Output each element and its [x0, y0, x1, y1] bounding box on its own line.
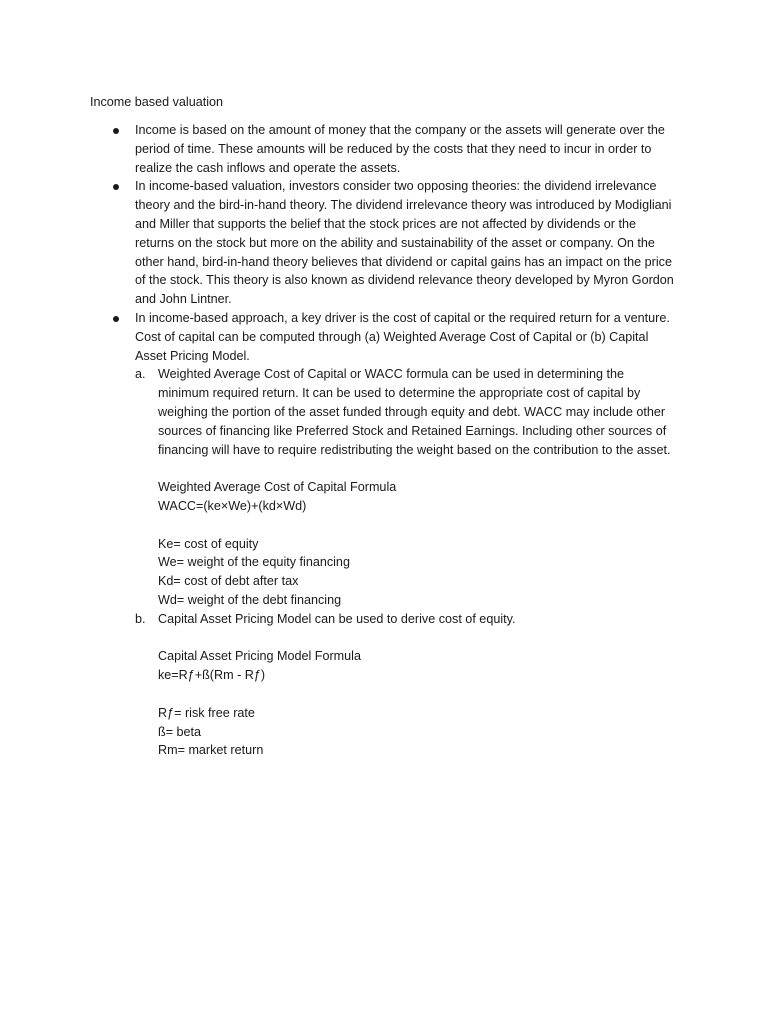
bullet-text: In income-based approach, a key driver is the cost of capital or the required return for a venture. Cost of capital can be computed through (a) Weighted Average Cost of Capital or (b) Capital Asset Pricing Model.	[135, 310, 670, 363]
bullet-dot-icon	[113, 184, 119, 190]
formula: ke=Rƒ+ß(Rm - Rƒ)	[158, 668, 266, 683]
definition-line: Ke= cost of equity	[158, 536, 259, 551]
sub-item-marker: a.	[135, 367, 146, 382]
sub-item-text: Weighted Average Cost of Capital or WACC formula can be used in determining the minimum required return. It can be used to determine the appropriate cost of capital by weighing the portion of the asset funded through equity and debt. WACC may include other sources of financing like Preferred Stock and Retained Earnings. Including other sources of financing will have to require redistributing the weight based on the contribution to the asset.	[158, 367, 671, 457]
definition-line: Kd= cost of debt after tax	[158, 574, 299, 589]
definition-line: We= weight of the equity financing	[158, 555, 350, 570]
bullet-item	[0, 121, 768, 177]
bullet-text: In income-based valuation, investors consider two opposing theories: the dividend irrelevance theory and the bird-in-hand theory. The dividend irrelevance theory was introduced by Modigliani and Miller that supports the belief that the stock prices are not affected by dividends or the returns on the stock but more on the ability and sustainability of the asset or company. On the other hand, bird-in-hand theory believes that dividend or capital gains has an impact on the price of the stock. This theory is also known as dividend relevance theory developed by Myron Gordon and John Lintner.	[135, 179, 674, 307]
spacer	[158, 685, 678, 704]
bullet-text: Income is based on the amount of money that the company or the assets will generate over the period of time. These amounts will be reduced by the costs that they need to incur in order to realize the cash inflows and operate the assets.	[135, 123, 665, 175]
definition-line: Rƒ= risk free rate	[158, 705, 255, 720]
bullet-item	[0, 177, 768, 309]
sub-item-text: Capital Asset Pricing Model can be used to derive cost of equity.	[158, 611, 516, 626]
spacer	[158, 516, 678, 535]
bullet-dot-icon	[113, 316, 119, 322]
sub-item-marker: b.	[135, 611, 146, 626]
spacer	[158, 459, 678, 478]
formula-title: Capital Asset Pricing Model Formula	[158, 649, 361, 664]
section-heading: Income based valuation	[90, 95, 224, 109]
spacer	[158, 629, 678, 648]
definition-line: ß= beta	[158, 724, 202, 739]
sub-item-capm	[135, 610, 678, 760]
formula-title: Weighted Average Cost of Capital Formula	[158, 480, 397, 495]
sub-list	[135, 365, 678, 760]
definition-line: Wd= weight of the debt financing	[158, 592, 342, 607]
formula: WACC=(ke×We)+(kd×Wd)	[158, 498, 307, 513]
bullet-list	[0, 121, 768, 760]
definition-line: Rm= market return	[158, 743, 264, 758]
bullet-dot-icon	[113, 128, 119, 134]
bullet-item	[0, 309, 768, 760]
sub-item-wacc	[135, 365, 678, 609]
